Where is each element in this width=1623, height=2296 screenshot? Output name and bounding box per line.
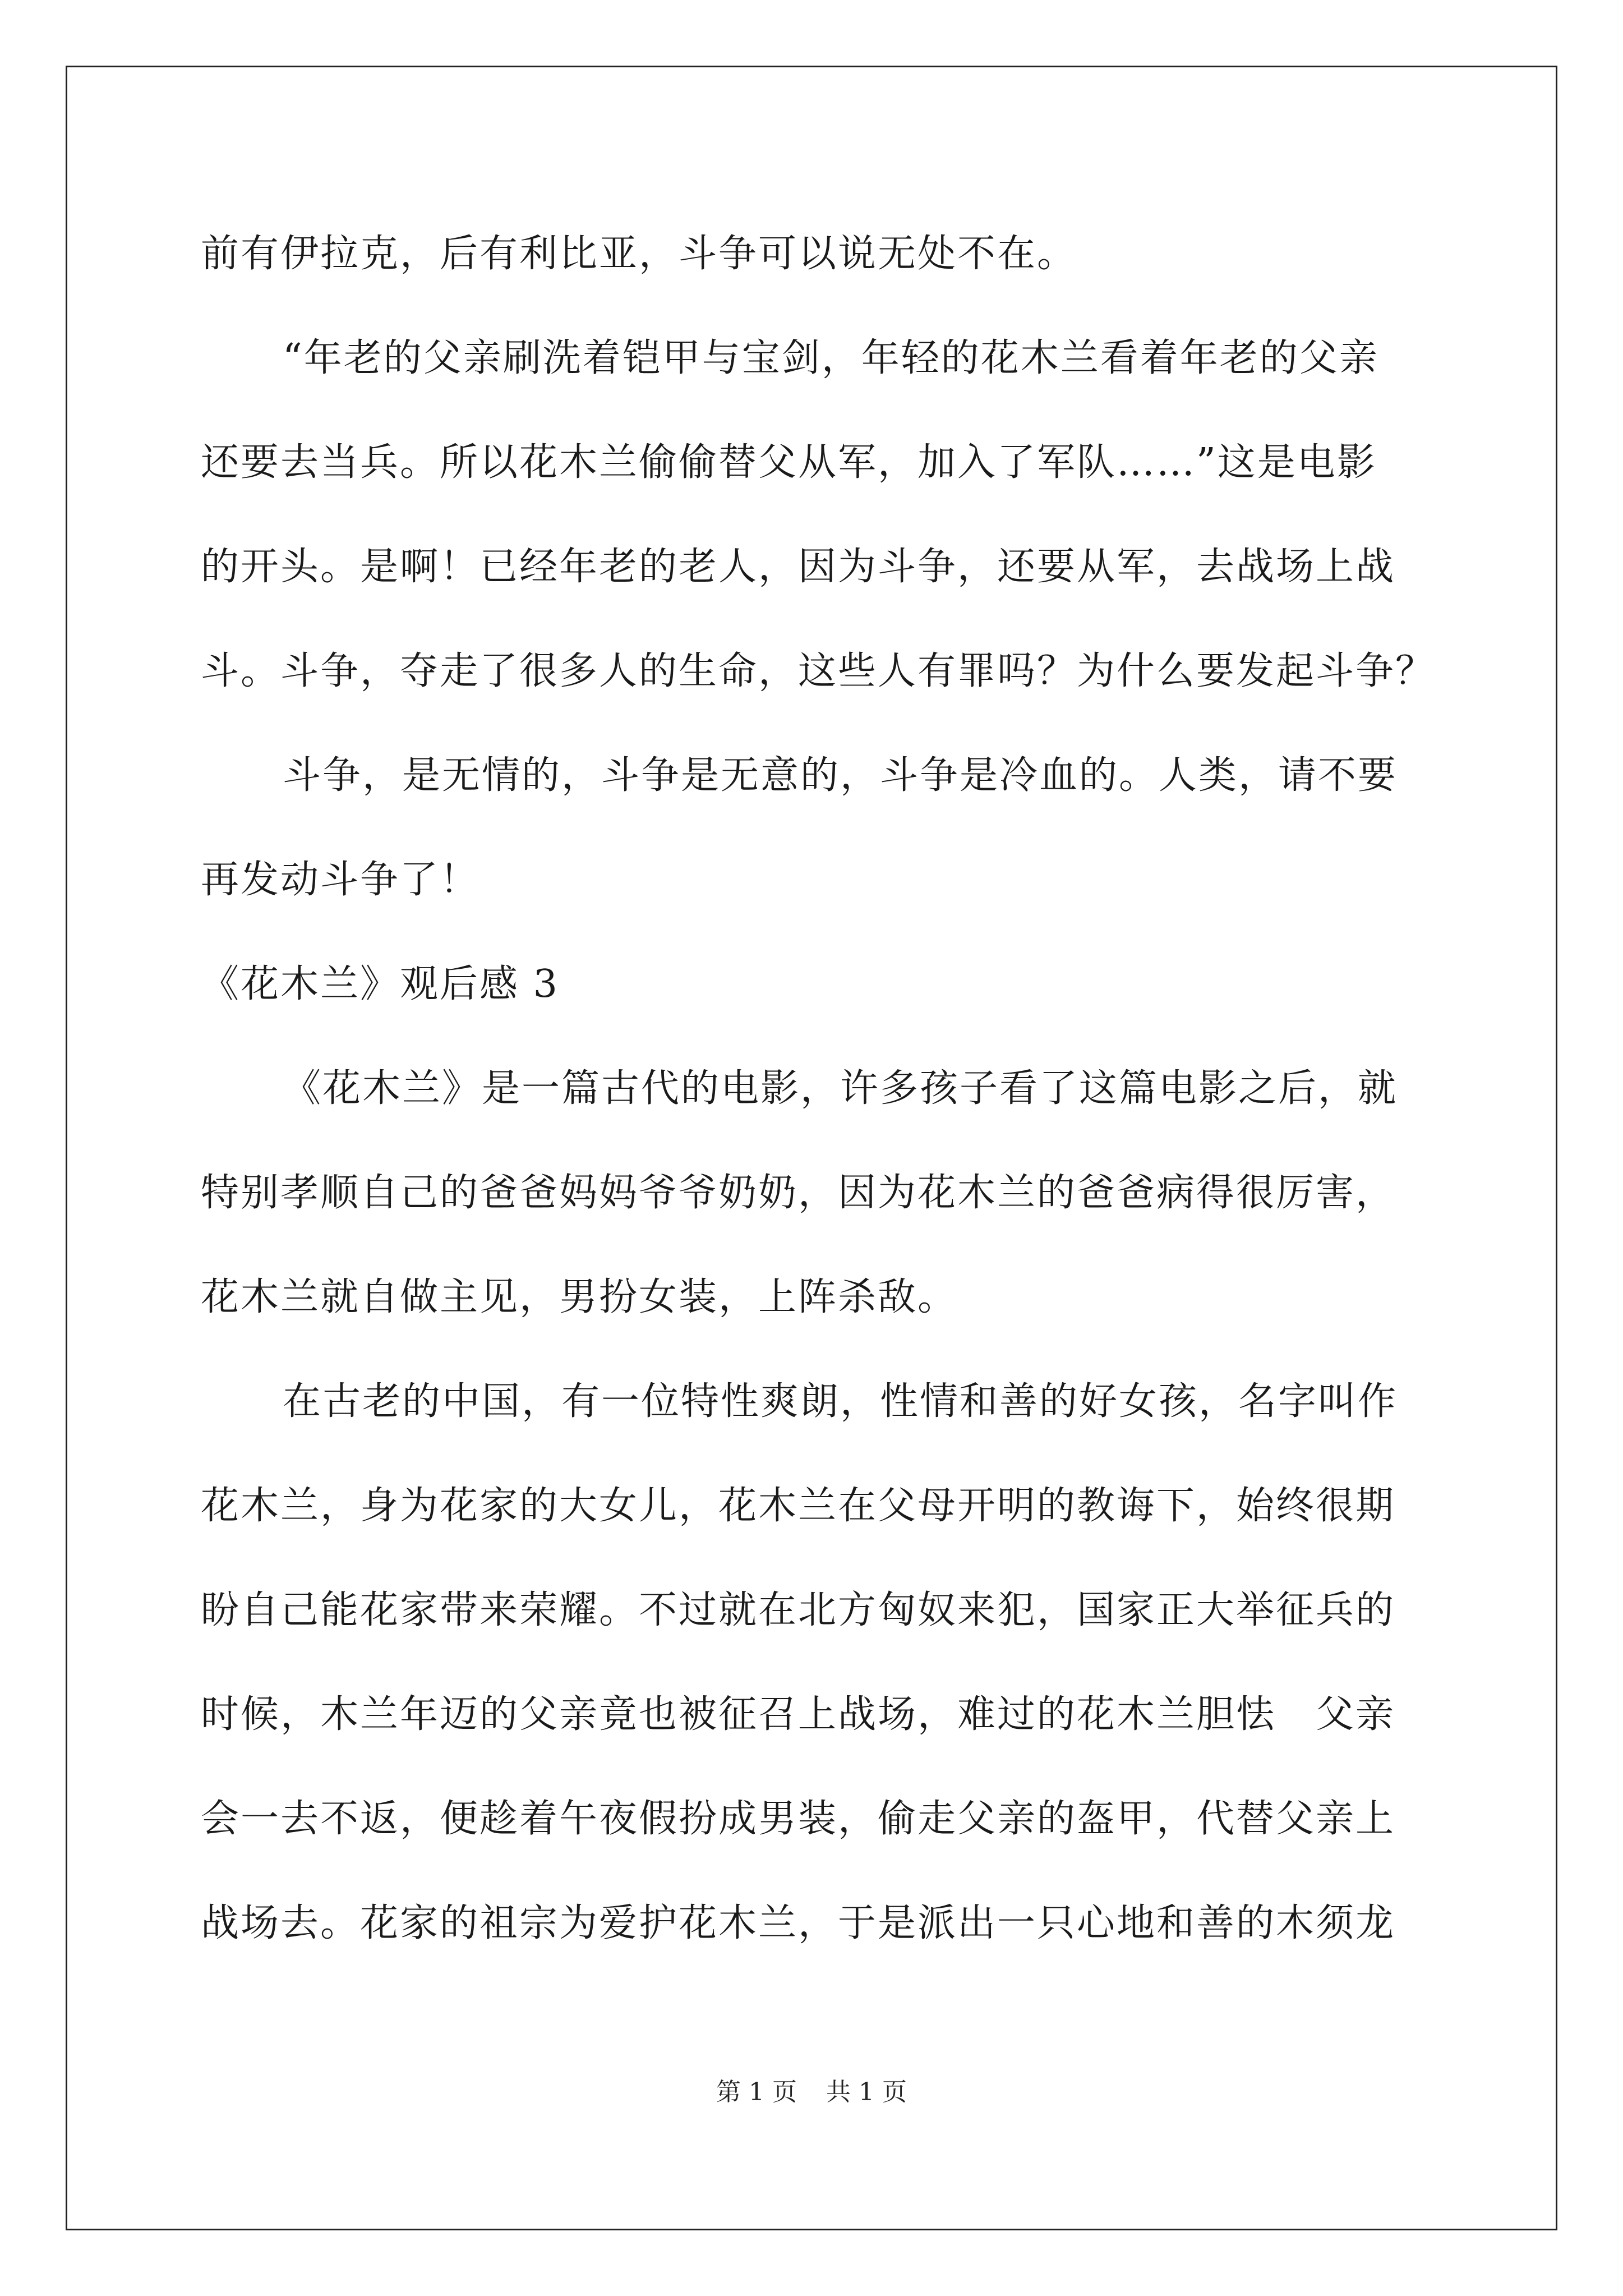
text-line: 的开头。是啊！已经年老的老人，因为斗争，还要从军，去战场上战 xyxy=(201,545,1396,589)
text-line: 斗争，是无情的，斗争是无意的，斗争是冷血的。人类，请不要 xyxy=(283,753,1398,798)
text-line: 再发动斗争了！ xyxy=(201,858,480,902)
text-line: 时候，木兰年迈的父亲竟也被征召上战场，难过的花木兰胆怯 父亲 xyxy=(201,1692,1396,1737)
document-body xyxy=(201,202,1435,1976)
text-line: 特别孝顺自己的爸爸妈妈爷爷奶奶，因为花木兰的爸爸病得很厉害， xyxy=(201,1171,1396,1215)
text-line: 花木兰就自做主见，男扮女装，上阵杀敌。 xyxy=(201,1275,958,1319)
text-line: 在古老的中国，有一位特性爽朗，性情和善的好女孩，名字叫作 xyxy=(283,1379,1398,1424)
text-line: 花木兰，身为花家的大女儿，花木兰在父母开明的教诲下，始终很期 xyxy=(201,1484,1396,1528)
text-line: 战场去。花家的祖宗为爱护花木兰，于是派出一只心地和善的木须龙 xyxy=(201,1901,1396,1945)
section-heading: 《花木兰》观后感 3 xyxy=(201,962,559,1006)
text-line: 盼自己能花家带来荣耀。不过就在北方匈奴来犯，国家正大举征兵的 xyxy=(201,1588,1396,1632)
text-line: 还要去当兵。所以花木兰偷偷替父从军，加入了军队……”这是电影 xyxy=(201,440,1377,485)
text-line: 前有伊拉克，后有利比亚，斗争可以说无处不在。 xyxy=(201,232,1077,276)
page-number: 第 1 页 xyxy=(716,2078,797,2106)
text-line: 《花木兰》是一篇古代的电影，许多孩子看了这篇电影之后，就 xyxy=(283,1066,1398,1111)
page-total: 共 1 页 xyxy=(826,2078,907,2106)
page-footer xyxy=(0,2076,1623,2109)
text-line: “年老的父亲刷洗着铠甲与宝剑，年轻的花木兰看着年老的父亲 xyxy=(283,336,1379,380)
text-line: 会一去不返，便趁着午夜假扮成男装，偷走父亲的盔甲，代替父亲上 xyxy=(201,1797,1396,1841)
text-line: 斗。斗争，夺走了很多人的生命，这些人有罪吗？为什么要发起斗争？ xyxy=(201,649,1436,693)
